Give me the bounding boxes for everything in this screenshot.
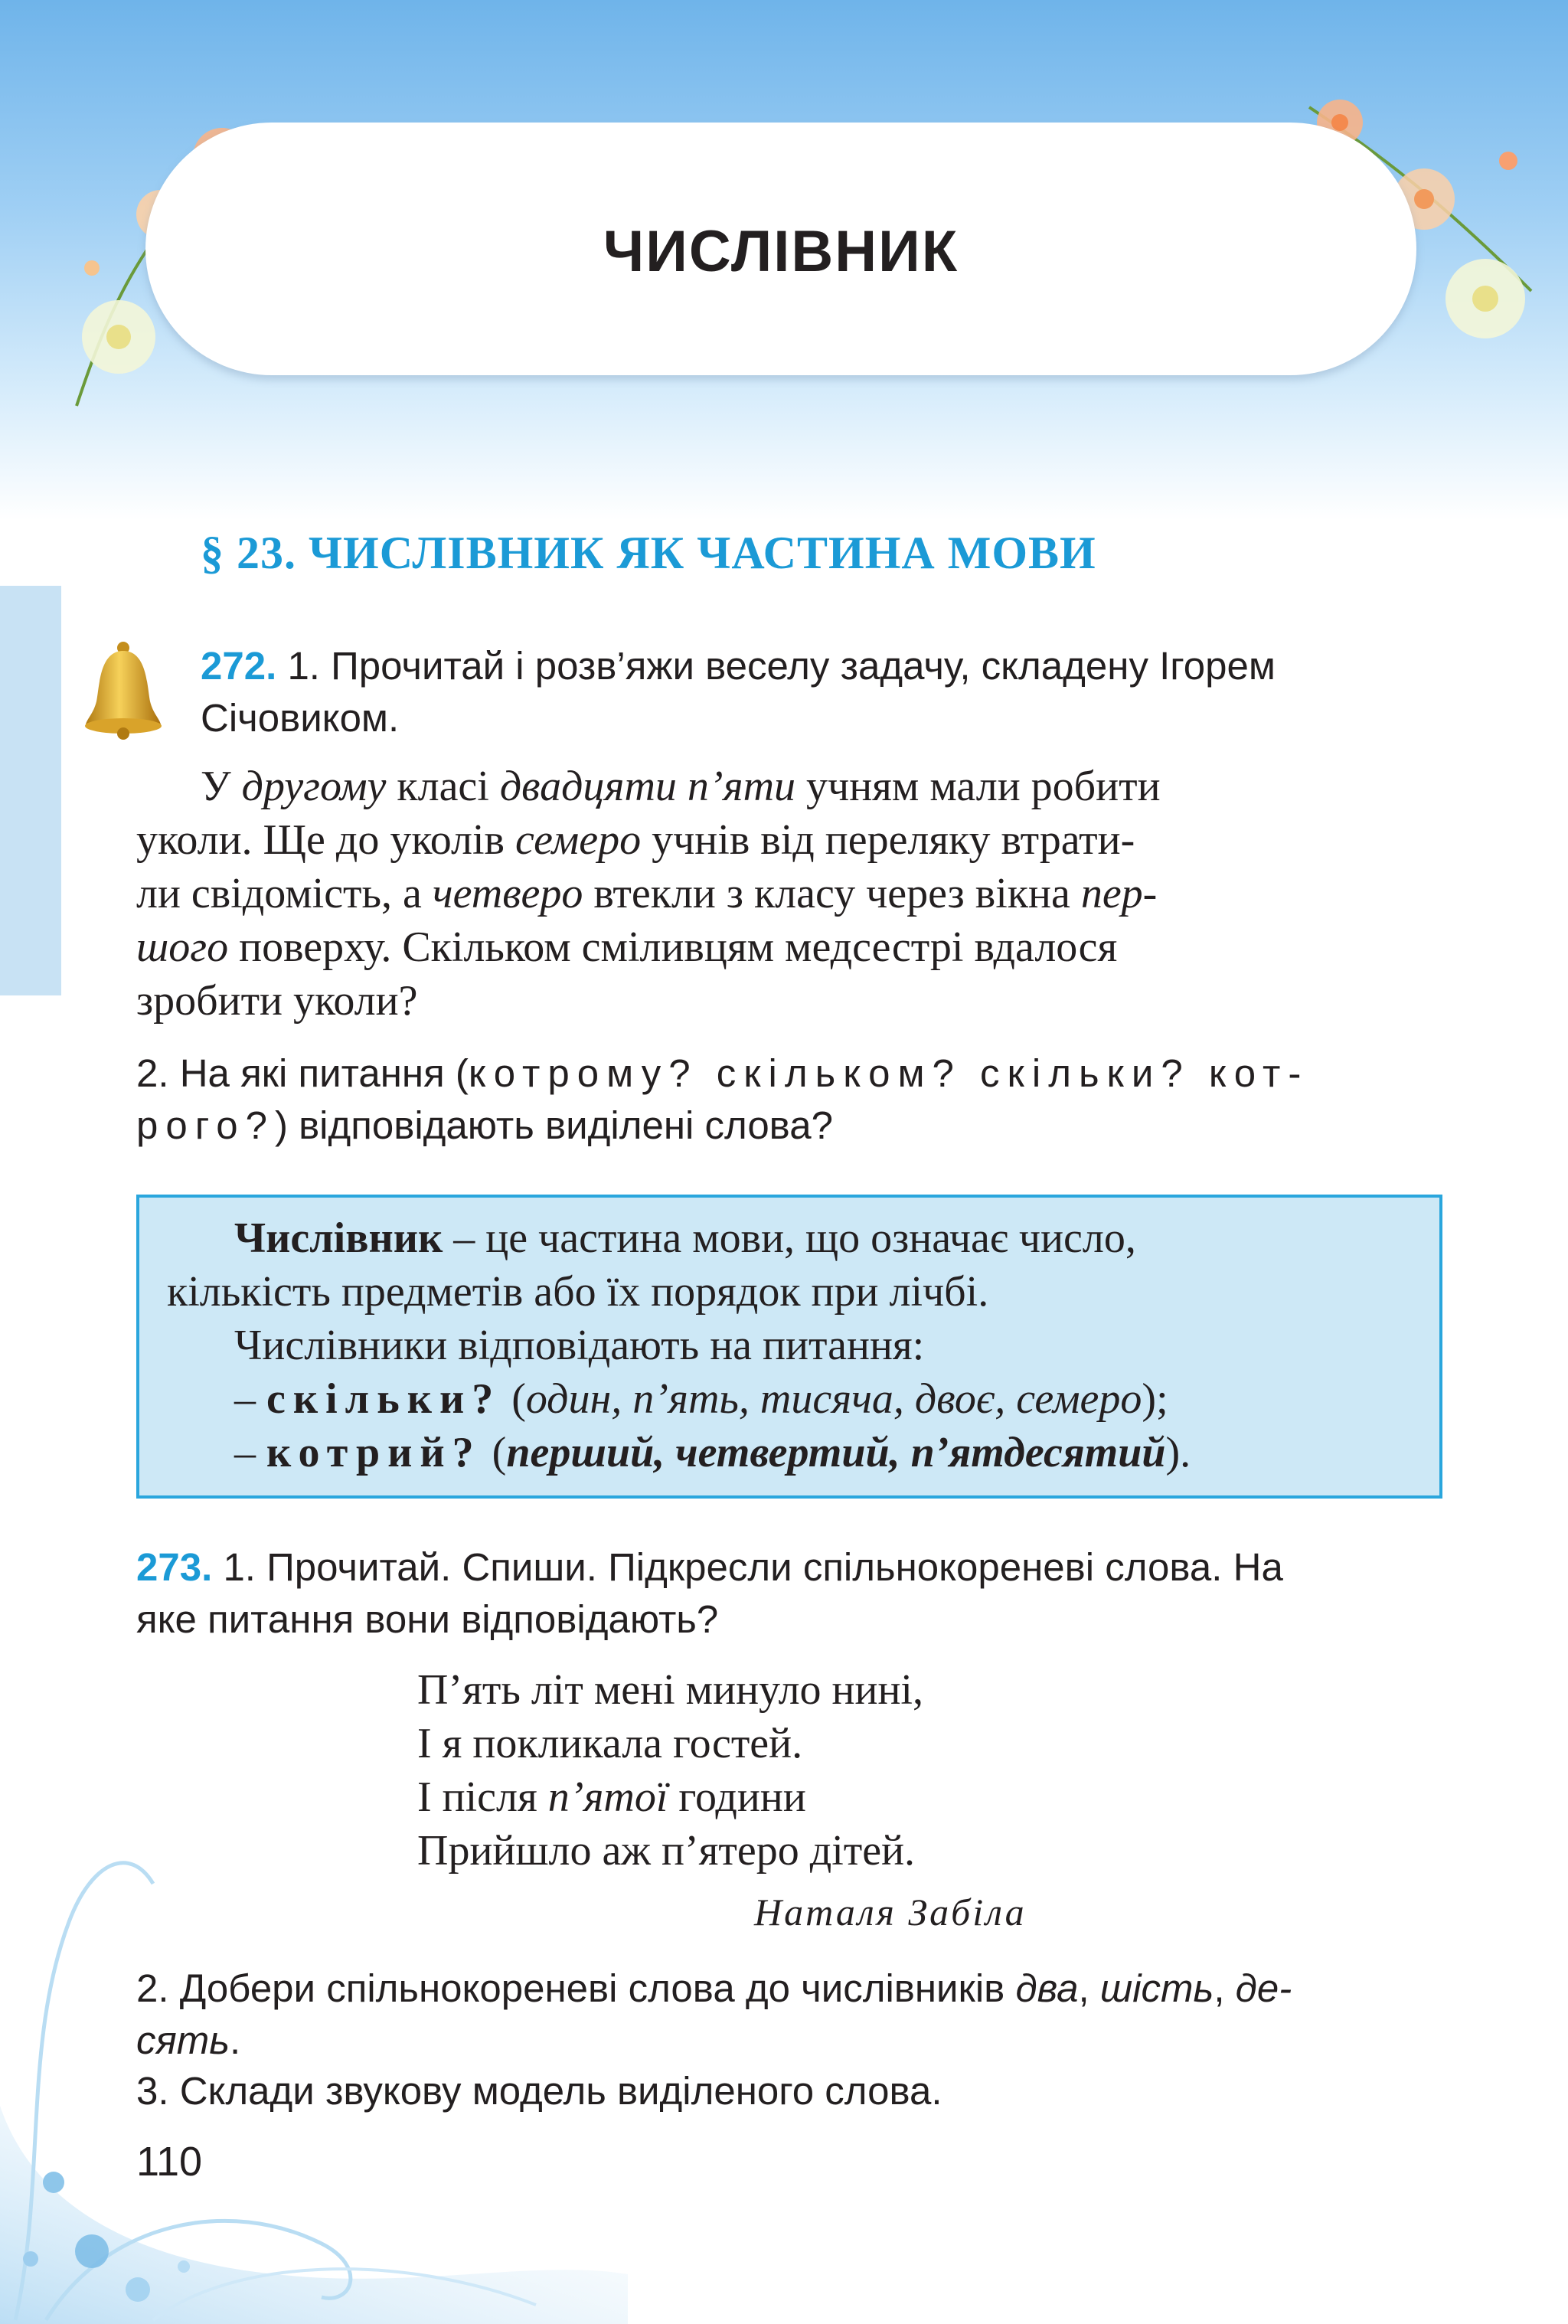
poem-author: Наталя Забіла	[754, 1891, 1027, 1933]
chapter-title: ЧИСЛІВНИК	[603, 219, 959, 284]
exercise-272-task2-line2: рого?) відповідають виділені слова?	[136, 1103, 833, 1147]
exercise-number: 272.	[201, 644, 277, 688]
story-line-3: ли свідомість, а четверо втекли з класу через вікна пер-	[136, 870, 1158, 917]
exercise-273-task3: 3. Склади звукову модель виділеного слова.	[136, 2069, 942, 2113]
exercise-text: 1. Прочитай. Спиши. Підкресли спільнокореневі слова. На	[223, 1545, 1283, 1589]
exercise-number: 273.	[136, 1545, 213, 1589]
poem-line-3: І після п’ятої години	[417, 1773, 806, 1821]
rule-question-2: – котрий? (перший, четвертий, п’ятдесятий).	[234, 1429, 1191, 1476]
exercise-273-task2-line1: 2. Добери спільнокореневі слова до числівників два, шість, де-	[136, 1966, 1292, 2010]
rule-definition-line2: кількість предметів або їх порядок при лічбі.	[167, 1268, 989, 1316]
poem-line-1: П’ять літ мені минуло нині,	[417, 1666, 923, 1714]
exercise-272-task1-line1	[201, 642, 1276, 691]
exercise-273-task2-line2: сять.	[136, 2018, 241, 2062]
poem-line-2: І я покликала гостей.	[417, 1720, 803, 1767]
story-line-4: шого поверху. Скільком сміливцям медсестрі вдалося	[136, 923, 1118, 971]
exercise-273-task1-line2: яке питання вони відповідають?	[136, 1597, 719, 1641]
rule-definition-line1: Числівник – це частина мови, що означає число,	[234, 1214, 1136, 1262]
side-tab	[0, 586, 61, 995]
exercise-272-task2-line1: 2. На які питання (котрому? скільком? скільки? кот-	[136, 1051, 1309, 1095]
rule-term: Числівник	[234, 1214, 443, 1262]
rule-question-intro: Числівники відповідають на питання:	[234, 1322, 925, 1369]
poem-line-4: Прийшло аж п’ятеро дітей.	[417, 1827, 916, 1875]
story-line-2: уколи. Ще до уколів семеро учнів від переляку втрати-	[136, 816, 1135, 864]
story-line-5: зробити уколи?	[136, 977, 418, 1025]
bell-icon	[83, 640, 164, 740]
page-number: 110	[136, 2139, 203, 2185]
exercise-273-task1-line1	[136, 1543, 1283, 1592]
swirl-decoration	[0, 1723, 628, 2324]
exercise-text: 1. Прочитай і розв’яжи веселу задачу, складену Ігорем	[287, 644, 1276, 688]
story-line-1: У другому класі двадцяти п’яти учням мали робити	[201, 763, 1161, 810]
exercise-272-task1-line2: Січовиком.	[201, 696, 400, 740]
section-title: § 23. ЧИСЛІВНИК ЯК ЧАСТИНА МОВИ	[201, 528, 1096, 578]
rule-question-1: – скільки? (один, п’ять, тисяча, двоє, семеро);	[234, 1375, 1168, 1423]
